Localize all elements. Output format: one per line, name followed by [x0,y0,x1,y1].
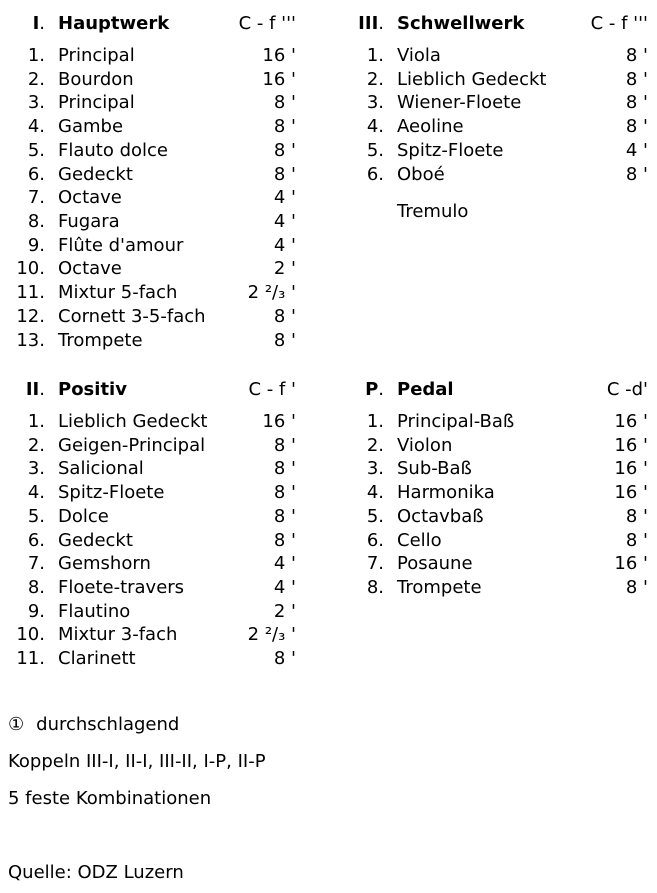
stop-pitch: 8 ' [273,648,296,670]
stop-row [8,44,296,68]
stop-name: Salicional [58,458,144,480]
stop-row [8,234,296,258]
stop-name: Viola [397,45,441,66]
stop-row [8,257,296,281]
stop-number: 3. [366,92,384,114]
footnote-kombinationen: 5 feste Kombinationen [8,788,212,809]
footnote-koppeln: Koppeln III-I, II-I, III-II, I-P, II-P [8,751,266,772]
stop-name: Trompete [58,329,143,351]
section-numeral-dot: . [378,379,384,400]
stop-pitch: 8 ' [273,529,296,551]
stop-pitch: 16 ' [614,458,648,480]
stop-number: 2. [27,434,45,456]
stop-name: Gambe [58,116,124,138]
section-header [347,11,648,37]
stop-pitch: 8 ' [273,92,296,114]
stop-number: 3. [366,458,384,480]
stop-number: 8. [27,211,45,233]
stop-number: 7. [27,187,45,209]
stop-pitch: 4 ' [273,577,296,599]
stop-pitch: 4 ' [273,211,296,233]
stop-name: Spitz-Floete [58,482,165,504]
stop-row [8,529,296,553]
stop-name: Fugara [58,211,120,233]
footnote-marker-circled-one: ① [8,714,25,735]
stop-row [8,457,296,481]
stop-pitch: 8 ' [625,116,648,138]
section-compass: C - f ' [248,379,296,400]
section-compass: C - f ''' [238,13,296,34]
footnote-quelle: Quelle: ODZ Luzern [8,862,184,883]
stop-pitch: 8 ' [273,458,296,480]
stop-name: Principal [58,92,135,114]
stop-number: 11. [16,648,45,670]
stop-pitch: 4 ' [625,139,648,161]
section-numeral [8,377,45,403]
stop-number: 8. [27,577,45,599]
stop-pitch [568,200,648,224]
stop-pitch: 8 ' [273,482,296,504]
stop-pitch: 8 ' [273,329,296,351]
stop-pitch: 16 ' [614,553,648,575]
stop-number: 8. [366,577,384,599]
stop-row [347,529,648,553]
stop-number: 7. [366,553,384,575]
stop-pitch: 8 ' [273,139,296,161]
stop-list [347,44,648,224]
stop-name: Wiener-Floete [397,92,522,114]
section-numeral [8,11,45,37]
stop-row [8,576,296,600]
stop-pitch: 8 ' [273,116,296,138]
stop-row [8,552,296,576]
stop-name: Violon [397,434,453,456]
stop-name: Clarinett [58,648,136,670]
section-hauptwerk [8,11,296,352]
stop-name: Posaune [397,553,473,575]
stop-name: Gedeckt [58,529,133,551]
stop-name: Octave [58,187,122,209]
stop-number: 13. [16,329,45,351]
stop-name: Octavbaß [397,505,484,527]
section-title: Pedal [397,379,454,400]
stop-pitch: 2 ²/₃ ' [247,282,296,304]
section-compass: C - f ''' [590,13,648,34]
stop-row [347,576,648,600]
stop-number: 12. [16,305,45,327]
stop-pitch: 8 ' [625,45,648,66]
stop-number: 5. [366,505,384,527]
stop-row [8,600,296,624]
stop-row [8,647,296,671]
stop-name: Octave [58,258,122,280]
stop-pitch: 16 ' [262,411,296,432]
stop-pitch: 16 ' [262,68,296,90]
stop-name: Trompete [397,577,482,599]
stop-row [8,186,296,210]
stop-name: Lieblich Gedeckt [58,411,208,432]
stop-row [8,434,296,458]
stop-row [347,163,648,187]
stop-row [8,115,296,139]
stop-name: Flauto dolce [58,139,168,161]
stop-pitch: 2 ' [273,258,296,280]
stop-list [8,410,296,671]
stop-name: Gedeckt [58,163,133,185]
stop-row [8,281,296,305]
stop-pitch: 8 ' [625,577,648,599]
stop-pitch: 16 ' [614,411,648,432]
stop-name: Geigen-Principal [58,434,206,456]
stop-pitch: 16 ' [614,434,648,456]
stop-number: 5. [366,139,384,161]
stop-row [8,68,296,92]
section-numeral-dot: . [39,379,45,400]
stop-number: 3. [27,92,45,114]
stop-pitch: 8 ' [273,163,296,185]
stop-pitch: 2 ' [273,600,296,622]
section-title: Schwellwerk [397,13,525,34]
stop-pitch: 4 ' [273,187,296,209]
stop-number: 11. [16,282,45,304]
stop-number: 5. [27,139,45,161]
section-schwellwerk [347,11,648,224]
section-header [347,377,648,403]
stop-name: Tremulo [397,201,469,223]
stop-row [8,505,296,529]
section-numeral-roman: II [25,379,40,400]
stop-number: 5. [27,505,45,527]
stop-row [347,91,648,115]
stop-name: Cornett 3-5-fach [58,305,206,327]
stop-row [347,139,648,163]
stop-name: Lieblich Gedeckt [397,68,547,90]
stop-pitch: 8 ' [273,305,296,327]
stop-row [8,139,296,163]
stop-row [8,163,296,187]
section-title: Hauptwerk [58,13,170,34]
stop-number: 9. [27,234,45,256]
stop-list [8,44,296,352]
stop-row [347,457,648,481]
section-numeral-roman: P [365,379,379,400]
stop-pitch: 16 ' [262,45,296,66]
stop-name: Mixtur 3-fach [58,624,178,646]
stop-number: 4. [366,116,384,138]
section-numeral [347,377,384,403]
section-numeral-roman: I [32,13,40,34]
stop-name: Mixtur 5-fach [58,282,178,304]
section-numeral [347,11,384,37]
stop-number: 10. [16,624,45,646]
stop-row [347,481,648,505]
stop-row [8,210,296,234]
stop-number: 2. [366,68,384,90]
footnote-durchschlagend-text: durchschlagend [36,714,180,735]
stop-number: 1. [366,45,384,66]
stop-name: Bourdon [58,68,134,90]
stop-list [347,410,648,600]
stop-pitch: 8 ' [273,505,296,527]
stop-pitch: 8 ' [625,92,648,114]
stop-number: 4. [27,116,45,138]
section-title: Positiv [58,379,127,400]
stop-row [8,305,296,329]
stop-name: Principal-Baß [397,411,515,432]
stop-row [8,91,296,115]
stop-row [8,410,296,434]
section-numeral-dot: . [378,13,384,34]
stop-number: 2. [27,68,45,90]
stop-name: Aeoline [397,116,464,138]
stop-number: 9. [27,600,45,622]
stop-number: 4. [27,482,45,504]
stop-row [347,434,648,458]
stop-number: 1. [366,411,384,432]
section-pedal [347,377,648,600]
stop-name: Harmonika [397,482,495,504]
stop-row [347,68,648,92]
section-numeral-roman: III [358,13,379,34]
stop-pitch: 2 ²/₃ ' [247,624,296,646]
stop-row [347,115,648,139]
stop-pitch: 8 ' [625,529,648,551]
section-compass: C -d' [606,379,648,400]
stop-number: 6. [27,163,45,185]
stop-number [347,200,384,224]
stop-name: Flûte d'amour [58,234,184,256]
stop-name: Dolce [58,505,109,527]
tremulo-row [347,200,648,224]
section-header [8,377,296,403]
stop-number: 4. [366,482,384,504]
stop-row [347,44,648,68]
stop-name: Floete-travers [58,577,185,599]
stop-number: 1. [27,45,45,66]
stop-pitch: 8 ' [273,434,296,456]
stop-row [347,552,648,576]
stop-number: 3. [27,458,45,480]
stop-name: Principal [58,45,135,66]
stop-row [8,329,296,353]
stop-row [8,623,296,647]
stop-pitch: 8 ' [625,163,648,185]
stop-row [347,410,648,434]
stop-row [8,481,296,505]
stop-name: Flautino [58,600,131,622]
stop-name: Oboé [397,163,445,185]
section-header [8,11,296,37]
stop-number: 6. [366,163,384,185]
stop-name: Sub-Baß [397,458,472,480]
stop-number: 1. [27,411,45,432]
stop-name: Spitz-Floete [397,139,504,161]
stop-number: 10. [16,258,45,280]
stop-pitch: 16 ' [614,482,648,504]
section-positiv [8,377,296,671]
footnote-durchschlagend [8,713,179,737]
stop-number: 7. [27,553,45,575]
stop-number: 6. [366,529,384,551]
stop-row [347,505,648,529]
stop-number: 6. [27,529,45,551]
stop-pitch: 4 ' [273,553,296,575]
stop-pitch: 8 ' [625,68,648,90]
stop-name: Cello [397,529,442,551]
stop-number: 2. [366,434,384,456]
stop-pitch: 4 ' [273,234,296,256]
stop-name: Gemshorn [58,553,151,575]
section-numeral-dot: . [39,13,45,34]
stop-pitch: 8 ' [625,505,648,527]
